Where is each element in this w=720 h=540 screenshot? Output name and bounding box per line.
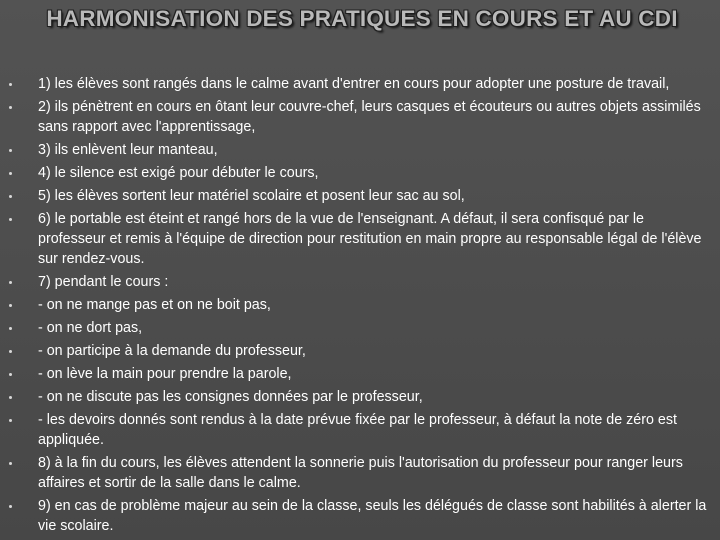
bullet-icon xyxy=(9,505,12,508)
rule-item-4 xyxy=(0,163,720,183)
rule-text: 3) ils enlèvent leur manteau, xyxy=(38,142,218,158)
bullet-icon xyxy=(9,106,12,109)
rule-text: - les devoirs donnés sont rendus à la date prévue fixée par le professeur, à défaut la note de zéro est appliquée. xyxy=(38,412,677,448)
rule-text: - on ne mange pas et on ne boit pas, xyxy=(38,297,271,313)
bullet-icon xyxy=(9,218,12,221)
rule-subitem-3 xyxy=(0,341,720,361)
rule-subitem-6 xyxy=(0,410,720,450)
rule-item-8 xyxy=(0,453,720,493)
bullet-icon xyxy=(9,419,12,422)
rule-item-5 xyxy=(0,186,720,206)
rule-item-3 xyxy=(0,140,720,160)
rule-subitem-4 xyxy=(0,364,720,384)
rule-item-2 xyxy=(0,97,720,137)
rule-text: 2) ils pénètrent en cours en ôtant leur couvre-chef, leurs casques et écouteurs ou autres objets assimilés sans rapport avec l'apprentissage, xyxy=(38,99,701,135)
rule-text: - on ne dort pas, xyxy=(38,320,143,336)
bullet-icon xyxy=(9,304,12,307)
bullet-icon xyxy=(9,195,12,198)
bullet-icon xyxy=(9,327,12,330)
rule-text: 4) le silence est exigé pour débuter le cours, xyxy=(38,165,319,181)
rule-text: - on participe à la demande du professeur, xyxy=(38,343,306,359)
rules-list xyxy=(0,74,720,539)
bullet-icon xyxy=(9,396,12,399)
bullet-icon xyxy=(9,462,12,465)
rule-text: 7) pendant le cours : xyxy=(38,274,169,290)
bullet-icon xyxy=(9,172,12,175)
rule-text: 1) les élèves sont rangés dans le calme avant d'entrer en cours pour adopter une posture de travail, xyxy=(38,76,670,92)
rule-item-9 xyxy=(0,496,720,536)
bullet-icon xyxy=(9,373,12,376)
rule-text: 6) le portable est éteint et rangé hors de la vue de l'enseignant. A défaut, il sera confisqué par le professeur et remis à l'équipe de direction pour restitution en main propre au responsable légal de l'élève sur rendez-vous. xyxy=(38,211,702,267)
rule-text: 5) les élèves sortent leur matériel scolaire et posent leur sac au sol, xyxy=(38,188,465,204)
bullet-icon xyxy=(9,149,12,152)
rule-item-6 xyxy=(0,209,720,269)
bullet-icon xyxy=(9,350,12,353)
rule-item-1 xyxy=(0,74,720,94)
rule-item-7 xyxy=(0,272,720,292)
rule-text: 8) à la fin du cours, les élèves attendent la sonnerie puis l'autorisation du professeur pour ranger leurs affaires et sortir de la salle dans le calme. xyxy=(38,455,683,491)
rule-text: - on lève la main pour prendre la parole, xyxy=(38,366,292,382)
rule-subitem-1 xyxy=(0,295,720,315)
bullet-icon xyxy=(9,281,12,284)
rule-subitem-5 xyxy=(0,387,720,407)
slide-title: HARMONISATION DES PRATIQUES EN COURS ET AU CDI xyxy=(46,6,678,31)
rule-subitem-2 xyxy=(0,318,720,338)
rule-text: - on ne discute pas les consignes données par le professeur, xyxy=(38,389,423,405)
bullet-icon xyxy=(9,83,12,86)
rule-text: 9) en cas de problème majeur au sein de la classe, seuls les délégués de classe sont habilités à alerter la vie scolaire. xyxy=(38,498,707,534)
